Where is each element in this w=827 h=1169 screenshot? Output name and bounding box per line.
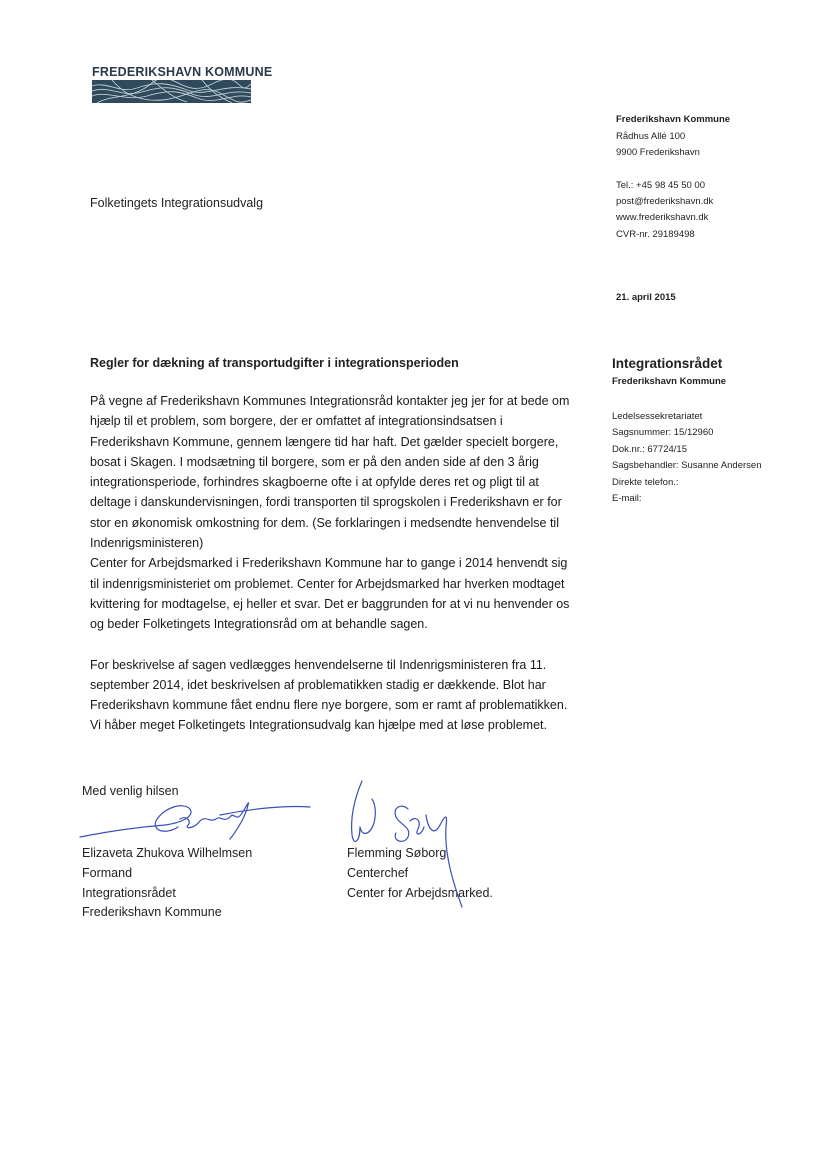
sender-contact-block: [616, 178, 713, 243]
body-line: For beskrivelse af sagen vedlægges henvendelserne til Indenrigsministeren fra 11.: [90, 657, 547, 672]
signature-2-stroke: [410, 819, 424, 835]
case-number: Sagsnummer: 15/12960: [612, 427, 714, 439]
signature-2-stroke: [360, 799, 375, 833]
body-paragraph-2: [90, 655, 600, 736]
body-line: hjælp til et problem, som borgere, der er omfattet af integrationsindsatsen i: [90, 414, 503, 429]
signatory-1-org: Frederikshavn Kommune: [82, 905, 222, 920]
body-line: deltage i danskundervisningen, fordi transporten til sprogskolen i Frederikshavn er for: [90, 495, 562, 510]
signatory-1-block: [82, 844, 252, 923]
body-line: Frederikshavn Kommune, gennem længere tid har haft. Det gælder specielt borgere,: [90, 434, 559, 449]
signatory-2-unit: Center for Arbejdsmarked.: [347, 885, 493, 900]
sidebar-unit-subtitle: Frederikshavn Kommune: [612, 376, 727, 387]
signature-1-stroke: [200, 813, 242, 821]
signatory-2-name: Flemming Søborg: [347, 846, 447, 860]
signature-1-stroke: [230, 803, 249, 839]
signatory-2-title: Centerchef: [347, 865, 409, 880]
letter-date: 21. april 2015: [616, 292, 676, 303]
body-line: Frederikshavn kommune fået endnu flere nye borgere, som er ramt af problematikken.: [90, 698, 568, 713]
sender-address-line: Rådhus Allé 100: [616, 130, 686, 142]
case-details: [612, 409, 761, 507]
body-line: kvittering for modtagelse, ej heller et svar. Det er baggrunden for at vi nu henvender os: [90, 596, 570, 611]
signature-2-stroke: [352, 781, 362, 841]
letter-subject: Regler for dækning af transportudgifter i integrationsperioden: [90, 356, 459, 370]
logo-wave-graphic: [92, 80, 251, 103]
sidebar-unit-title: Integrationsrådet: [612, 356, 723, 371]
logo-wordmark: FREDERIKSHAVN KOMMUNE: [92, 65, 273, 79]
signatory-1-title: Formand: [82, 865, 133, 880]
body-line: stor en økonomisk omkostning for dem. (Se forklaringen i medsendte henvendelse til: [90, 515, 559, 530]
sender-block: [616, 112, 730, 162]
document-number: Dok.nr.: 67724/15: [612, 443, 687, 455]
signature-1-stroke: [220, 806, 310, 815]
sender-cvr: CVR-nr. 29189498: [616, 228, 695, 240]
signatory-1-unit: Integrationsrådet: [82, 885, 176, 900]
body-line: til indenrigsministeriet om problemet. Center for Arbejdsmarked har hverken modtaget: [90, 576, 565, 591]
body-line: På vegne af Frederikshavn Kommunes Integrationsråd kontakter jeg jer for at bede om: [90, 394, 570, 408]
signature-1-stroke: [180, 818, 200, 828]
body-line: Vi håber meget Folketingets Integrationsudvalg kan hjælpe med at løse problemet.: [90, 718, 547, 733]
body-line: Indenrigsministeren): [90, 536, 204, 551]
body-line: Center for Arbejdsmarked i Frederikshavn Kommune har to gange i 2014 henvendt sig: [90, 556, 568, 571]
sender-name: Frederikshavn Kommune: [616, 114, 731, 125]
sender-email: post@frederikshavn.dk: [616, 196, 714, 208]
signatory-1-name: Elizaveta Zhukova Wilhelmsen: [82, 846, 253, 860]
letter-body: [90, 391, 600, 736]
body-line: bosat i Skagen. I modsætning til borgere, som er på den anden side af den 3 årig: [90, 454, 539, 469]
body-line: september 2014, idet beskrivelsen af problematikken stadig er dækkende. Blot har: [90, 677, 546, 692]
signatory-2-block: [347, 844, 493, 903]
direct-phone: Direkte telefon.:: [612, 476, 679, 488]
signature-1-stroke: [80, 806, 191, 837]
case-email: E-mail:: [612, 493, 642, 505]
body-line: integrationsperiode, forhindres skagboerne ofte i at opfylde deres ret og pligt til at: [90, 475, 539, 490]
sender-address-line: 9900 Frederikshavn: [616, 147, 700, 159]
recipient: Folketingets Integrationsudvalg: [90, 196, 264, 210]
body-paragraph-1: [90, 391, 600, 635]
sender-website: www.frederikshavn.dk: [616, 212, 709, 224]
signature-2-stroke: [395, 806, 409, 841]
case-handler: Sagsbehandler: Susanne Andersen: [612, 460, 762, 472]
case-department: Ledelsessekretariatet: [612, 411, 703, 422]
body-line: og beder Folketingets Integrationsråd om at behandle sagen.: [90, 617, 428, 632]
closing-greeting: Med venlig hilsen: [82, 784, 179, 798]
sender-phone: Tel.: +45 98 45 50 00: [616, 180, 706, 191]
